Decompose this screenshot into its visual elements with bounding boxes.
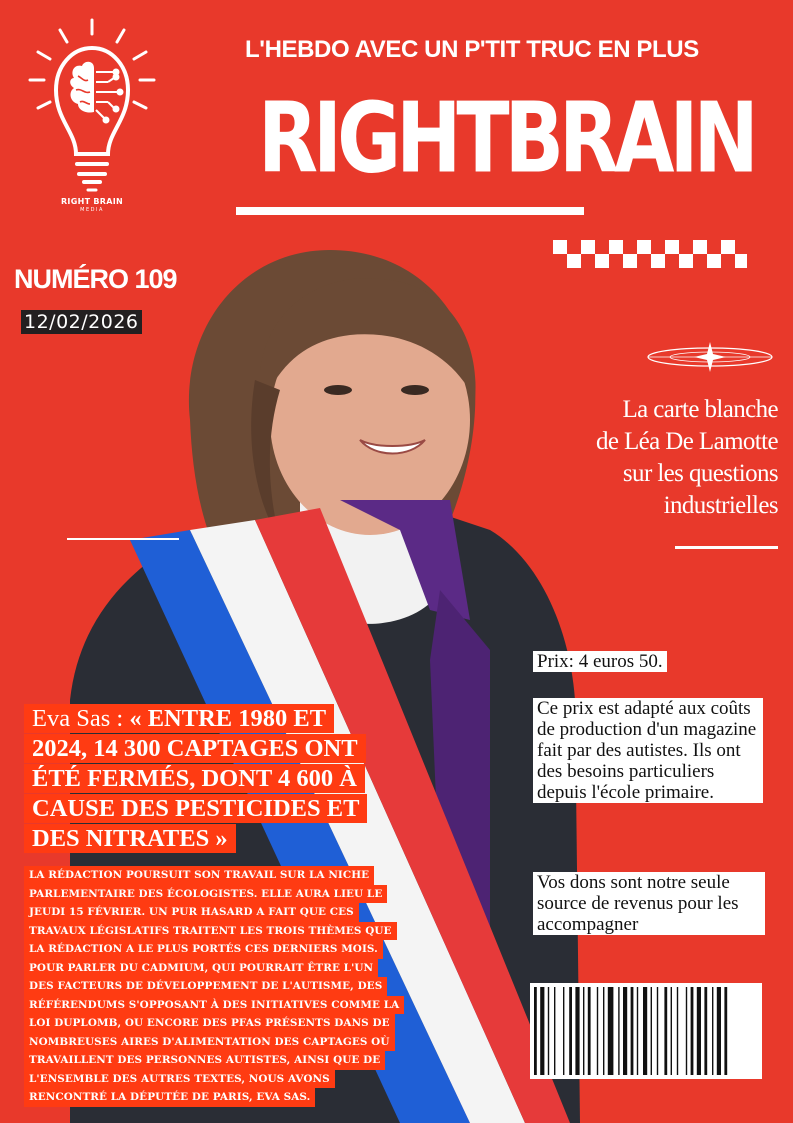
lede-line: LA RÉDACTION A LE PLUS PORTÉS CES DERNIERS MOIS.	[24, 940, 383, 959]
lede-line: RENCONTRÉ LA DÉPUTÉE DE PARIS, EVA SAS.	[24, 1088, 315, 1107]
teaser-line: La carte blanche	[622, 396, 778, 423]
price-explanation: Ce prix est adapté aux coûts de production d'un magazine fait par des autistes. Ils ont des besoins particuliers depuis l'école primaire.	[533, 698, 763, 803]
issue-number: NUMÉRO 109	[14, 264, 177, 294]
issue-date: 12/02/2026	[21, 310, 142, 334]
left-rule	[67, 538, 179, 540]
lede-line: RÉFÉRENDUMS S'OPPOSANT À DES INITIATIVES COMME LA	[24, 996, 404, 1015]
lede-line: TRAVAUX LÉGISLATIFS TRAITENT LES TROIS THÈMES QUE	[24, 922, 397, 941]
article-lede	[24, 866, 464, 1107]
headline-line: DES NITRATES »	[24, 824, 236, 853]
headline-line: CAUSE DES PESTICIDES ET	[24, 794, 367, 823]
masthead-title: RIGHTBRAIN	[258, 82, 754, 195]
headline	[24, 704, 384, 854]
headline-line-0	[24, 704, 334, 733]
teaser-line: sur les questions	[622, 460, 778, 487]
lede-line: L'ENSEMBLE DES AUTRES TEXTES, NOUS AVONS	[24, 1070, 335, 1089]
donation-text: Vos dons sont notre seule source de revenus pour les accompagner	[533, 872, 765, 935]
logo-name: RIGHT BRAIN	[60, 197, 124, 206]
lede-line: POUR PARLER DU CADMIUM, QUI POURRAIT ÊTRE L'UN	[24, 959, 378, 978]
compass-star-icon	[646, 340, 774, 374]
logo-sub: MEDIA	[80, 207, 104, 213]
masthead-rule	[236, 207, 584, 215]
lede-line: PARLEMENTAIRE DES ÉCOLOGISTES. ELLE AURA LIEU LE	[24, 885, 387, 904]
headline-speaker: Eva Sas :	[32, 705, 124, 732]
barcode-icon	[530, 983, 762, 1079]
lede-line: TRAVAILLENT DES PERSONNES AUTISTES, AINSI QUE DE	[24, 1051, 385, 1070]
lede-line: NOMBREUSES AIRES D'ALIMENTATION DES CAPTAGES OÙ	[24, 1033, 395, 1052]
teaser-line: de Léa De Lamotte	[595, 428, 778, 455]
teaser-line: industrielles	[663, 492, 778, 519]
masthead-tagline: L'HEBDO AVEC UN P'TIT TRUC EN PLUS	[245, 36, 699, 63]
lede-line: DES FACTEURS DE DÉVELOPPEMENT DE L'AUTISME, DES	[24, 977, 387, 996]
headline-line: 2024, 14 300 CAPTAGES ONT	[24, 734, 366, 763]
logo-caption	[44, 197, 140, 213]
teaser-text	[540, 394, 778, 522]
headline-line: ÉTÉ FERMÉS, DONT 4 600 À	[24, 764, 365, 793]
price-label: Prix: 4 euros 50.	[533, 651, 667, 672]
headline-quote-start: « ENTRE 1980 ET	[129, 705, 327, 732]
lede-line: LOI DUPLOMB, OU ENCORE DES PFAS PRÉSENTS DANS DE	[24, 1014, 395, 1033]
lede-line: LA RÉDACTION POURSUIT SON TRAVAIL SUR LA NICHE	[24, 866, 374, 885]
lightbulb-brain-icon	[22, 14, 162, 214]
lede-line: JEUDI 15 FÉVRIER. UN PUR HASARD A FAIT QUE CES	[24, 903, 359, 922]
teaser-rule	[675, 546, 778, 549]
